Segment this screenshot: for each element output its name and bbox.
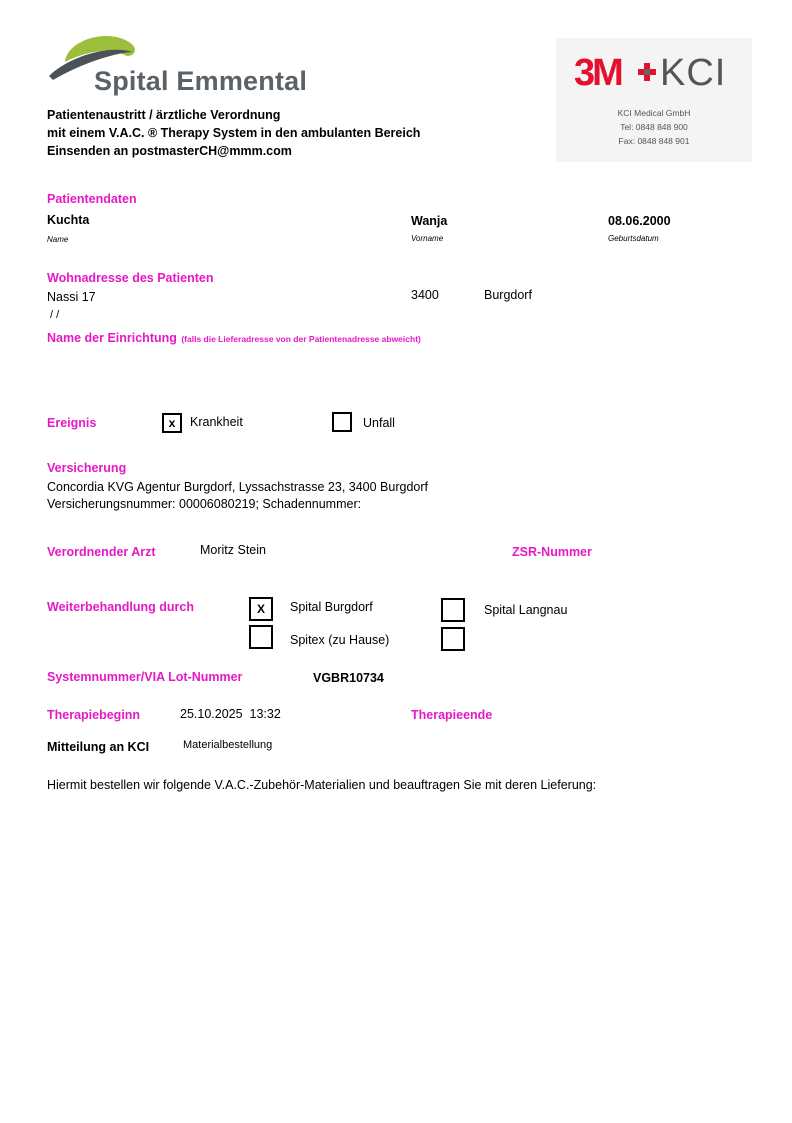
insurance-line1: Concordia KVG Agentur Burgdorf, Lyssachstrasse 23, 3400 Burgdorf	[47, 480, 428, 494]
birthdate-caption: Geburtsdatum	[608, 234, 659, 243]
checkbox-spital-langnau-label: Spital Langnau	[484, 603, 568, 617]
checkbox-spital-langnau[interactable]	[441, 598, 465, 622]
surname-caption: Name	[47, 235, 69, 244]
therapy-start-value: 25.10.2025 13:32	[180, 707, 281, 721]
checkbox-unlabeled[interactable]	[441, 627, 465, 651]
zsr-label: ZSR-Nummer	[512, 545, 592, 559]
checkbox-spitex[interactable]	[249, 625, 273, 649]
checkbox-spitex-label: Spitex (zu Hause)	[290, 633, 390, 647]
insurance-line2: Versicherungsnummer: 00006080219; Schadennummer:	[47, 497, 362, 511]
section-patient-data: Patientendaten	[47, 192, 137, 206]
section-followup: Weiterbehandlung durch	[47, 600, 194, 614]
section-address: Wohnadresse des Patienten	[47, 271, 214, 285]
brand-3m: 3M	[574, 52, 621, 94]
spital-emmental-logo	[47, 30, 319, 102]
patient-firstname: Wanja	[411, 214, 448, 228]
institution-row	[47, 329, 421, 347]
message-value: Materialbestellung	[183, 739, 273, 751]
doctor-name: Moritz Stein	[200, 543, 266, 557]
section-insurance: Versicherung	[47, 461, 127, 475]
institution-label: Name der Einrichtung	[47, 331, 177, 345]
form-title: Patientenaustritt / ärztliche Verordnung	[47, 108, 281, 122]
address-city: Burgdorf	[484, 288, 532, 302]
kci-tel: Tel: 0848 848 900	[620, 122, 688, 132]
section-doctor: Verordnender Arzt	[47, 545, 156, 559]
institution-note: (falls die Lieferadresse von der Patientenadresse abweicht)	[181, 334, 421, 344]
plus-cross-icon	[638, 63, 656, 81]
checkbox-krankheit-label: Krankheit	[190, 415, 243, 429]
kci-fax: Fax: 0848 848 901	[618, 136, 690, 146]
address-street: Nassi 17	[47, 290, 96, 304]
checkbox-spital-burgdorf[interactable]: X	[249, 597, 273, 621]
firstname-caption: Vorname	[411, 234, 444, 243]
therapy-start-label: Therapiebeginn	[47, 708, 141, 722]
kci-logo-block	[556, 38, 752, 162]
address-extra: / /	[50, 309, 60, 321]
form-subtitle: mit einem V.A.C. ® Therapy System in den ambulanten Bereich	[47, 126, 421, 140]
section-event: Ereignis	[47, 416, 97, 430]
submit-email-line: Einsenden an postmasterCH@mmm.com	[47, 144, 292, 158]
spital-emmental-wordmark: Spital Emmental	[94, 66, 308, 96]
message-label: Mitteilung an KCI	[47, 740, 150, 754]
therapy-end-label: Therapieende	[411, 708, 493, 722]
checkbox-krankheit[interactable]: x	[162, 413, 182, 433]
brand-kci: KCI	[660, 52, 727, 94]
checkbox-unfall[interactable]	[332, 412, 352, 432]
checkbox-spital-burgdorf-label: Spital Burgdorf	[290, 600, 373, 614]
system-number-label: Systemnummer/VIA Lot-Nummer	[47, 670, 243, 684]
checkbox-unfall-label: Unfall	[363, 416, 395, 430]
kci-company: KCI Medical GmbH	[617, 108, 691, 118]
system-number-value: VGBR10734	[313, 671, 384, 685]
address-zip: 3400	[411, 288, 439, 302]
order-text: Hiermit bestellen wir folgende V.A.C.-Zubehör-Materialien und beauftragen Sie mit deren Lieferung:	[47, 778, 597, 792]
patient-birthdate: 08.06.2000	[608, 214, 671, 228]
patient-surname: Kuchta	[47, 213, 90, 227]
